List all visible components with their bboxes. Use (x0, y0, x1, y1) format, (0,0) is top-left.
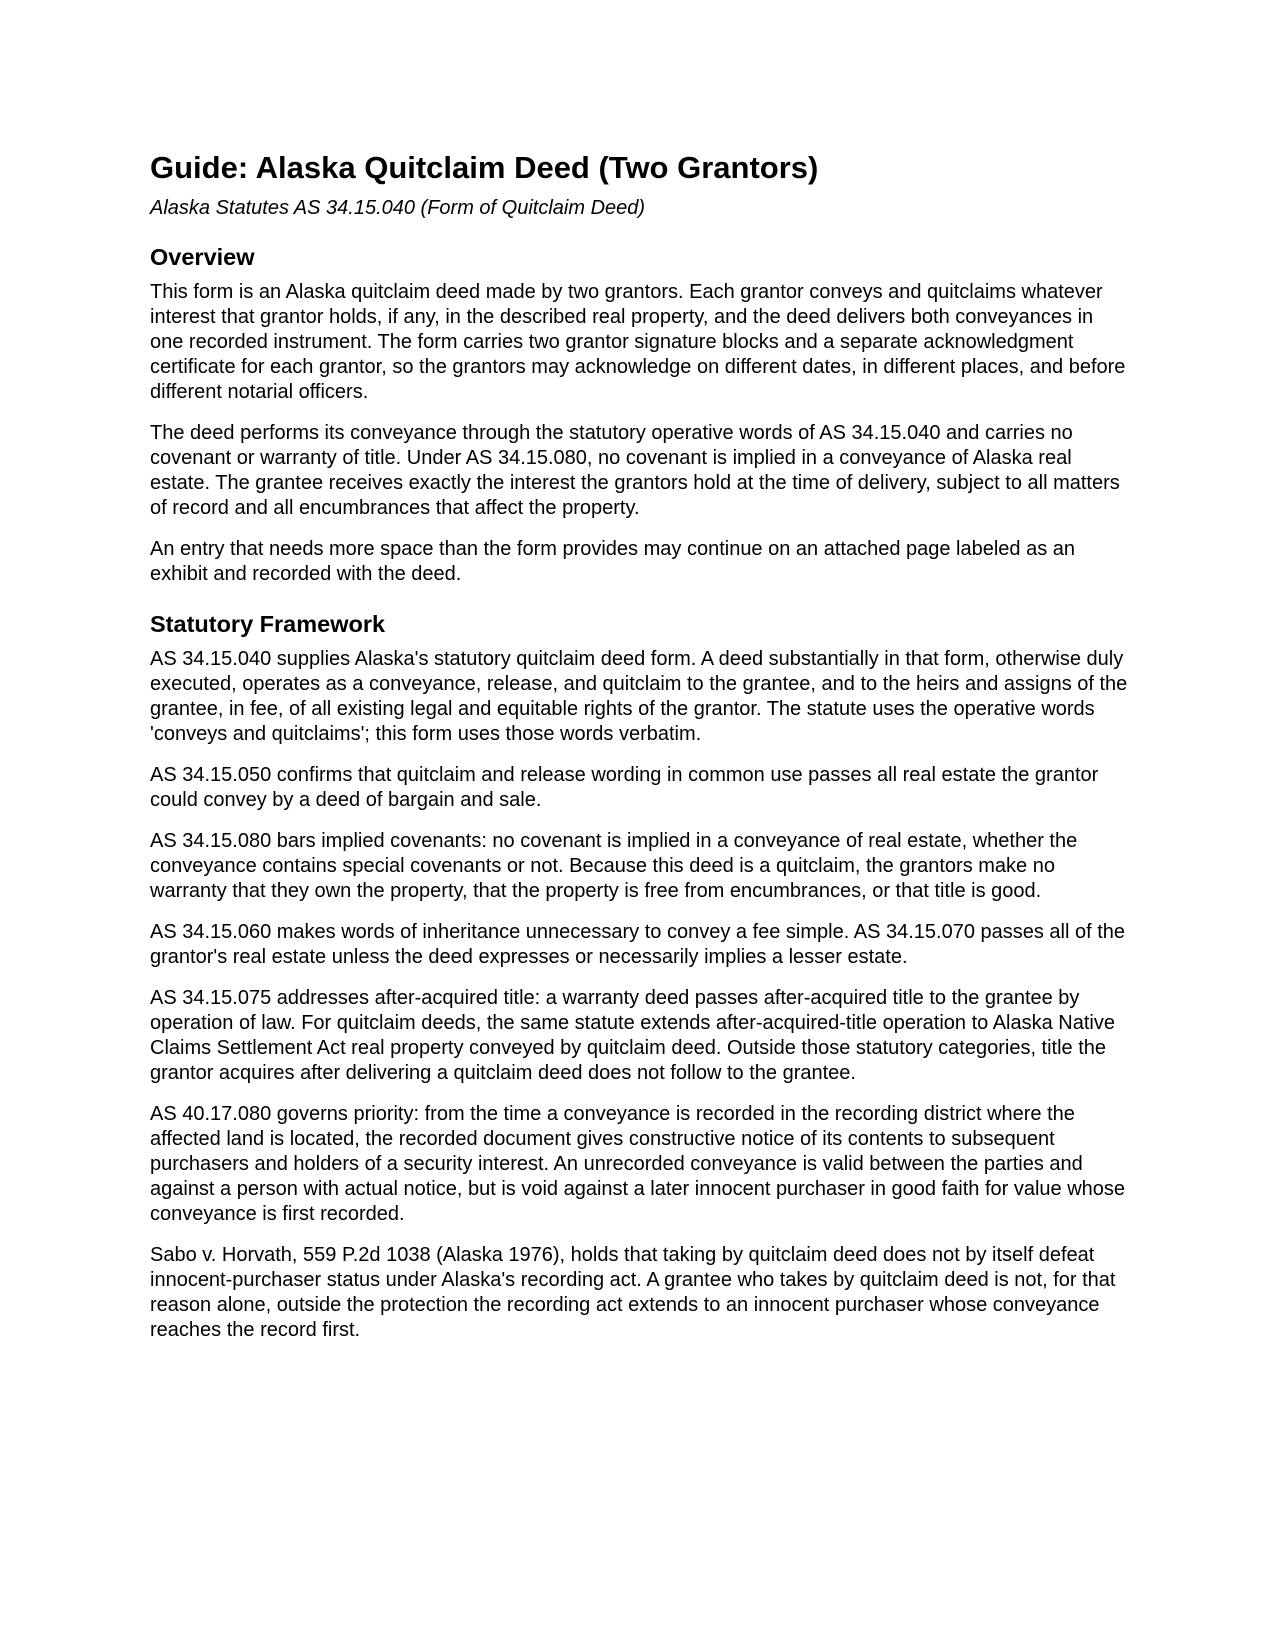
document-page (150, 148, 1132, 1359)
paragraph: An entry that needs more space than the form provides may continue on an attached page labeled as an exhibit and recorded with the deed. (150, 538, 1076, 585)
document-subtitle: Alaska Statutes AS 34.15.040 (Form of Quitclaim Deed) (150, 197, 646, 219)
paragraph: AS 34.15.075 addresses after-acquired title: a warranty deed passes after-acquired title to the grantee by operation of law. For quitclaim deeds, the same statute extends after-acquired-title operation to Alaska Native Claims Settlement Act real property conveyed by quitclaim deed. Outside those statutory categories, title the grantor acquires after delivering a quitclaim deed does not follow to the grantee. (150, 987, 1115, 1084)
section-heading: Overview (150, 244, 255, 270)
paragraph: AS 34.15.050 confirms that quitclaim and release wording in common use passes all real estate the grantor could convey by a deed of bargain and sale. (150, 764, 1099, 811)
section-heading: Statutory Framework (150, 611, 386, 637)
paragraph: AS 34.15.080 bars implied covenants: no covenant is implied in a conveyance of real estate, whether the conveyance contains special covenants or not. Because this deed is a quitclaim, the grantors make no warranty that they own the property, that the property is free from encumbrances, or that title is good. (150, 830, 1078, 902)
paragraph: AS 34.15.040 supplies Alaska's statutory quitclaim deed form. A deed substantially in that form, otherwise duly executed, operates as a conveyance, release, and quitclaim to the grantee, and to the heirs and assigns of the grantee, in fee, of all existing legal and equitable rights of the grantor. The statute uses the operative words 'conveys and quitclaims'; this form uses those words verbatim. (150, 648, 1128, 745)
paragraph: The deed performs its conveyance through the statutory operative words of AS 34.15.040 and carries no covenant or warranty of title. Under AS 34.15.080, no covenant is implied in a conveyance of Alaska real estate. The grantee receives exactly the interest the grantors hold at the time of delivery, subject to all matters of record and all encumbrances that affect the property. (150, 422, 1120, 519)
section-overview (150, 242, 1132, 587)
paragraph: This form is an Alaska quitclaim deed made by two grantors. Each grantor conveys and quitclaims whatever interest that grantor holds, if any, in the described real property, and the deed delivers both conveyances in one recorded instrument. The form carries two grantor signature blocks and a separate acknowledgment certificate for each grantor, so the grantors may acknowledge on different dates, in different places, and before different notarial officers. (150, 281, 1126, 403)
section-statutory-framework (150, 609, 1132, 1343)
paragraph: AS 34.15.060 makes words of inheritance unnecessary to convey a fee simple. AS 34.15.070 passes all of the grantor's real estate unless the deed expresses or necessarily implies a lesser estate. (150, 921, 1126, 968)
paragraph: AS 40.17.080 governs priority: from the time a conveyance is recorded in the recording district where the affected land is located, the recorded document gives constructive notice of its contents to subsequent purchasers and holders of a security interest. An unrecorded conveyance is valid between the parties and against a person with actual notice, but is void against a later innocent purchaser in good faith for value whose conveyance is first recorded. (150, 1103, 1126, 1225)
document-title: Guide: Alaska Quitclaim Deed (Two Grantors) (150, 150, 819, 185)
paragraph: Sabo v. Horvath, 559 P.2d 1038 (Alaska 1976), holds that taking by quitclaim deed does not by itself defeat innocent-purchaser status under Alaska's recording act. A grantee who takes by quitclaim deed is not, for that reason alone, outside the protection the recording act extends to an innocent purchaser whose conveyance reaches the record first. (150, 1244, 1116, 1341)
